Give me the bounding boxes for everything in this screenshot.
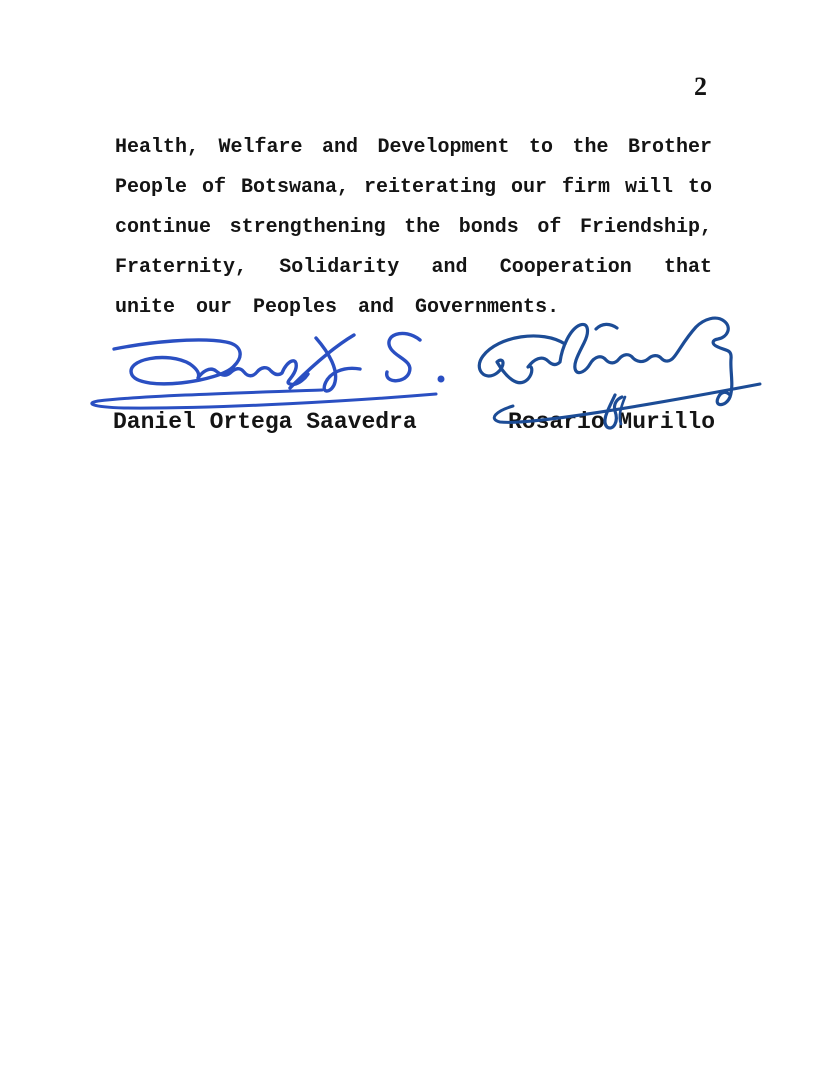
signatory-name-left: Daniel Ortega Saavedra bbox=[113, 409, 417, 435]
signature-descender-hair bbox=[620, 397, 625, 424]
signature-daniel-ortega bbox=[84, 322, 454, 417]
signature-stroke bbox=[114, 340, 308, 384]
body-line-1: Health, Welfare and Development to the Brother bbox=[115, 136, 712, 159]
page-number: 2 bbox=[694, 72, 707, 101]
signatory-name-right: Rosario Murillo bbox=[508, 409, 716, 435]
signature-underline bbox=[92, 390, 436, 408]
body-line-4: Fraternity, Solidarity and Cooperation that bbox=[115, 256, 712, 279]
signature-period-dot bbox=[438, 376, 445, 383]
body-paragraph bbox=[115, 128, 712, 328]
body-line-2: People of Botswana, reiterating our firm will to bbox=[115, 176, 712, 199]
body-line-5: unite our Peoples and Governments. bbox=[115, 296, 560, 319]
signature-tilde bbox=[596, 324, 617, 329]
body-line-3: continue strengthening the bonds of Friendship, bbox=[115, 216, 712, 239]
signature-stroke bbox=[479, 318, 732, 405]
signature-stroke bbox=[387, 333, 420, 380]
signature-rosario-murillo bbox=[468, 309, 768, 436]
